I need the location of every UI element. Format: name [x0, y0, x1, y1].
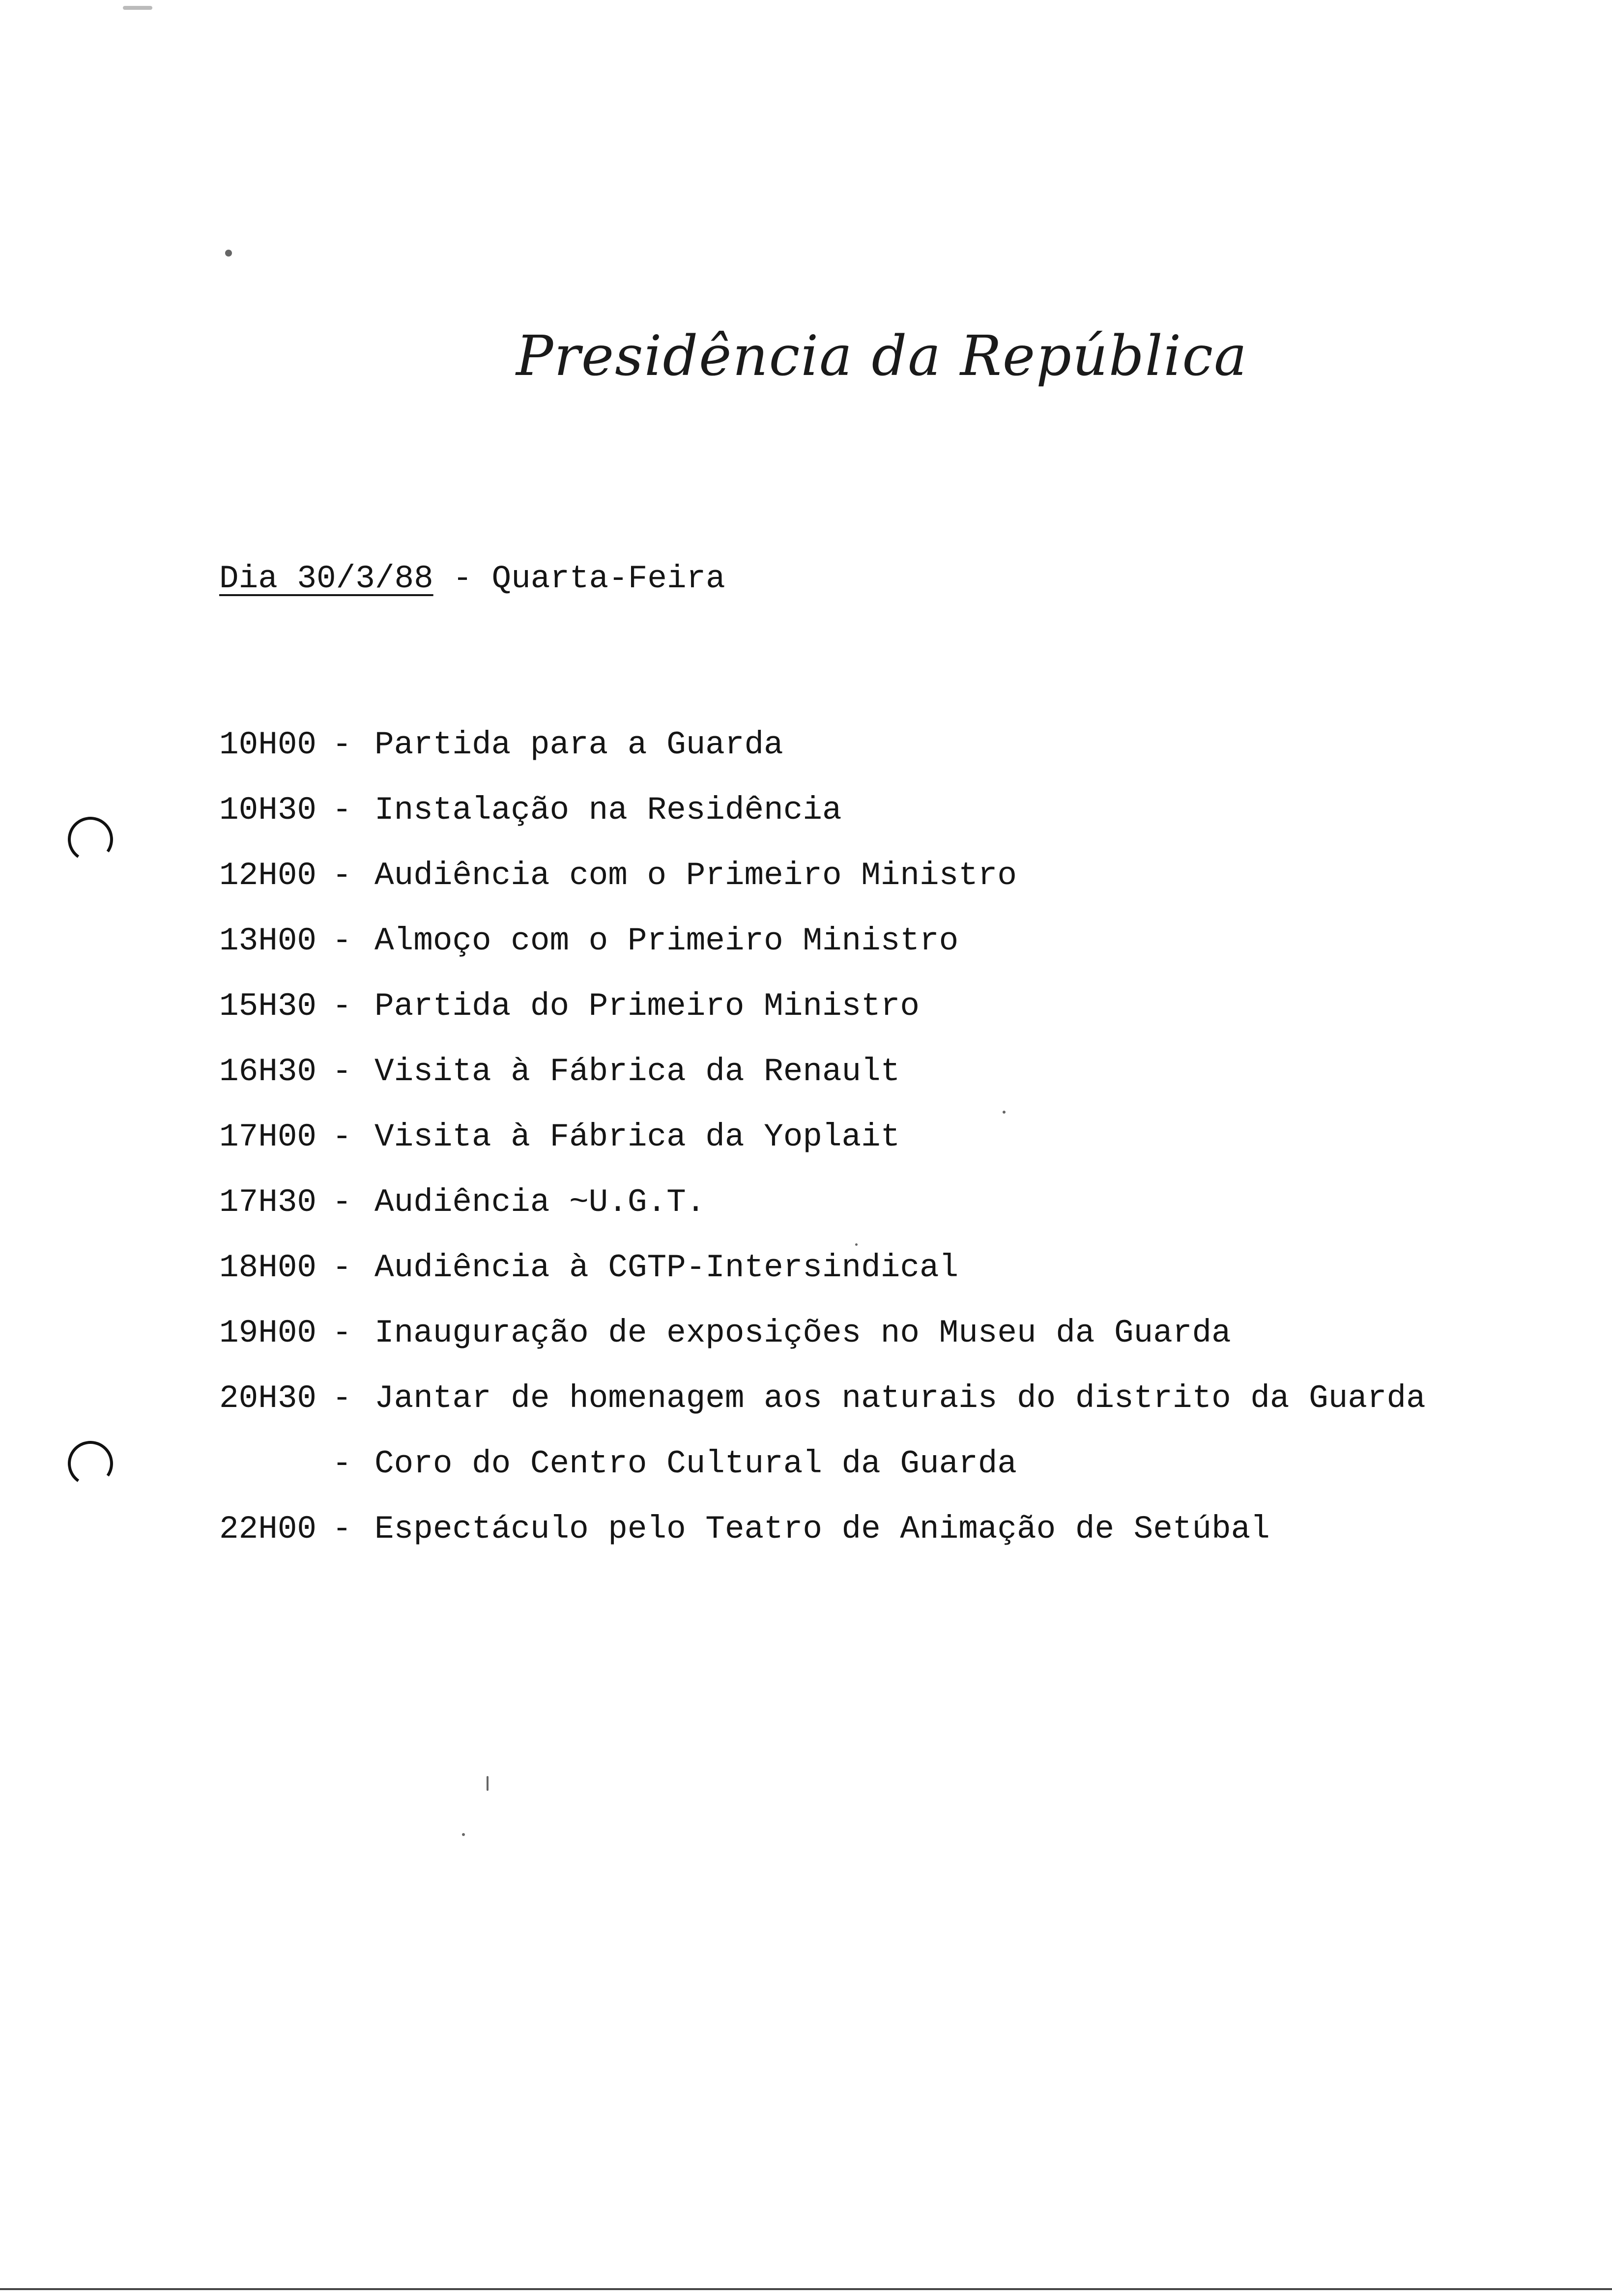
schedule-dash: -	[332, 857, 352, 894]
binder-hole-mark	[64, 813, 117, 866]
schedule-row	[219, 791, 1426, 856]
schedule-row	[219, 1510, 1426, 1575]
schedule-time: 20H30	[219, 1380, 317, 1417]
date-separator: -	[433, 560, 492, 597]
schedule-time: 18H00	[219, 1249, 317, 1286]
schedule-event: Inauguração de exposições no Museu da Guarda	[374, 1315, 1231, 1351]
schedule-time: 13H00	[219, 922, 317, 959]
schedule-time: 17H30	[219, 1184, 317, 1221]
schedule-event: Visita à Fábrica da Yoplait	[374, 1119, 900, 1155]
schedule-row	[219, 725, 1426, 791]
schedule-time: 12H00	[219, 857, 317, 894]
scan-speck	[487, 1776, 489, 1791]
schedule-time: 10H30	[219, 792, 317, 829]
schedule-dash: -	[332, 1315, 352, 1351]
schedule-row	[219, 921, 1426, 987]
schedule-event: Audiência com o Primeiro Ministro	[374, 857, 1017, 894]
schedule-dash: -	[332, 1445, 352, 1482]
schedule-dash: -	[332, 922, 352, 959]
schedule-event: Instalação na Residência	[374, 792, 842, 829]
schedule-dash: -	[332, 1380, 352, 1417]
scan-speck	[1003, 1111, 1006, 1114]
schedule-row	[219, 1248, 1426, 1314]
schedule-time: 22H00	[219, 1511, 317, 1548]
schedule-event: Audiência ~U.G.T.	[374, 1184, 706, 1221]
scan-speck	[462, 1833, 465, 1836]
schedule-time: 15H30	[219, 988, 317, 1025]
scan-speck	[855, 1243, 858, 1246]
schedule-row	[219, 1052, 1426, 1118]
schedule-time: 19H00	[219, 1315, 317, 1351]
date-heading	[219, 560, 725, 597]
schedule-event: Visita à Fábrica da Renault	[374, 1053, 900, 1090]
schedule-dash: -	[332, 1511, 352, 1548]
schedule-dash: -	[332, 726, 352, 763]
schedule-time: 17H00	[219, 1119, 317, 1155]
schedule-dash: -	[332, 1184, 352, 1221]
schedule-row	[219, 1183, 1426, 1248]
schedule-time: 10H00	[219, 726, 317, 763]
schedule-row	[219, 1444, 1426, 1510]
schedule-event: Almoço com o Primeiro Ministro	[374, 922, 959, 959]
schedule-row	[219, 856, 1426, 921]
scan-speck	[225, 250, 232, 257]
date-label: Dia 30/3/88	[219, 560, 433, 597]
schedule-row	[219, 987, 1426, 1052]
scan-edge-line	[0, 2288, 1612, 2290]
schedule-row	[219, 1314, 1426, 1379]
schedule-row	[219, 1118, 1426, 1183]
schedule-list	[219, 725, 1426, 1575]
schedule-dash: -	[332, 988, 352, 1025]
scan-speck	[123, 6, 152, 10]
schedule-event: Partida para a Guarda	[374, 726, 783, 763]
schedule-dash: -	[332, 792, 352, 829]
schedule-dash: -	[332, 1119, 352, 1155]
schedule-event: Audiência à CGTP-Intersindical	[374, 1249, 959, 1286]
weekday-label: Quarta-Feira	[491, 560, 725, 597]
binder-hole-mark	[64, 1437, 117, 1490]
schedule-event: Jantar de homenagem aos naturais do distrito da Guarda	[374, 1380, 1426, 1417]
schedule-event: Partida do Primeiro Ministro	[374, 988, 920, 1025]
letterhead-title: Presidência da República	[516, 324, 1248, 388]
schedule-event: Espectáculo pelo Teatro de Animação de Setúbal	[374, 1511, 1270, 1548]
schedule-dash: -	[332, 1249, 352, 1286]
schedule-row	[219, 1379, 1426, 1444]
schedule-dash: -	[332, 1053, 352, 1090]
schedule-time: 16H30	[219, 1053, 317, 1090]
schedule-event: Coro do Centro Cultural da Guarda	[374, 1445, 1017, 1482]
